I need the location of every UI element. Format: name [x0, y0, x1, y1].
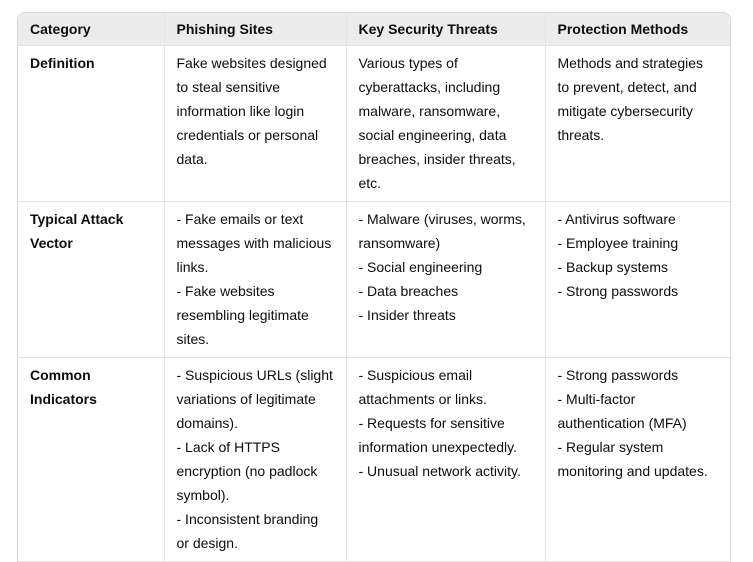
- header-phishing-sites: Phishing Sites: [164, 13, 346, 46]
- cell-line: Methods and strategies to prevent, detect, and mitigate cybersecurity threats.: [557, 55, 704, 143]
- cell-line: - Social engineering: [358, 259, 483, 275]
- cell-line: - Suspicious email attachments or links.: [358, 367, 487, 407]
- category-cell: Definition: [18, 46, 164, 202]
- table-row-typical-attack-vector: [18, 202, 730, 358]
- category-cell: Common Indicators: [18, 358, 164, 562]
- cell-line: Fake websites designed to steal sensitive information like login credentials or personal data.: [176, 55, 327, 167]
- protection-cell: [545, 46, 730, 202]
- header-key-security-threats: Key Security Threats: [346, 13, 545, 46]
- comparison-table-container: [17, 12, 731, 562]
- cell-line: - Inconsistent branding or design.: [176, 511, 319, 551]
- threats-cell: [346, 202, 545, 358]
- cell-line: - Antivirus software: [557, 211, 676, 227]
- threats-cell: [346, 358, 545, 562]
- cell-line: - Data breaches: [358, 283, 459, 299]
- header-protection-methods: Protection Methods: [545, 13, 730, 46]
- table-header: [18, 13, 730, 46]
- cell-line: - Regular system monitoring and updates.: [557, 439, 708, 479]
- phishing-cell: [164, 46, 346, 202]
- threats-cell: [346, 46, 545, 202]
- cell-line: - Insider threats: [358, 307, 456, 323]
- table-row-definition: [18, 46, 730, 202]
- category-cell: Typical Attack Vector: [18, 202, 164, 358]
- header-category: Category: [18, 13, 164, 46]
- cell-line: - Unusual network activity.: [358, 463, 521, 479]
- cell-line: - Strong passwords: [557, 367, 679, 383]
- protection-cell: [545, 202, 730, 358]
- cell-line: - Suspicious URLs (slight variations of legitimate domains).: [176, 367, 333, 431]
- table-body: [18, 46, 730, 562]
- phishing-cell: [164, 202, 346, 358]
- cell-line: - Employee training: [557, 235, 679, 251]
- cell-line: - Strong passwords: [557, 283, 679, 299]
- header-row: [18, 13, 730, 46]
- cell-line: - Multi-factor authentication (MFA): [557, 391, 687, 431]
- comparison-table: [18, 13, 730, 562]
- phishing-cell: [164, 358, 346, 562]
- cell-line: - Lack of HTTPS encryption (no padlock symbol).: [176, 439, 318, 503]
- protection-cell: [545, 358, 730, 562]
- cell-line: - Fake emails or text messages with malicious links.: [176, 211, 332, 275]
- cell-line: - Backup systems: [557, 259, 668, 275]
- cell-line: Various types of cyberattacks, including malware, ransomware, social engineering, data breaches, insider threats, etc.: [358, 55, 516, 191]
- cell-line: - Requests for sensitive information unexpectedly.: [358, 415, 517, 455]
- cell-line: - Fake websites resembling legitimate sites.: [176, 283, 309, 347]
- table-row-common-indicators: [18, 358, 730, 562]
- cell-line: - Malware (viruses, worms, ransomware): [358, 211, 526, 251]
